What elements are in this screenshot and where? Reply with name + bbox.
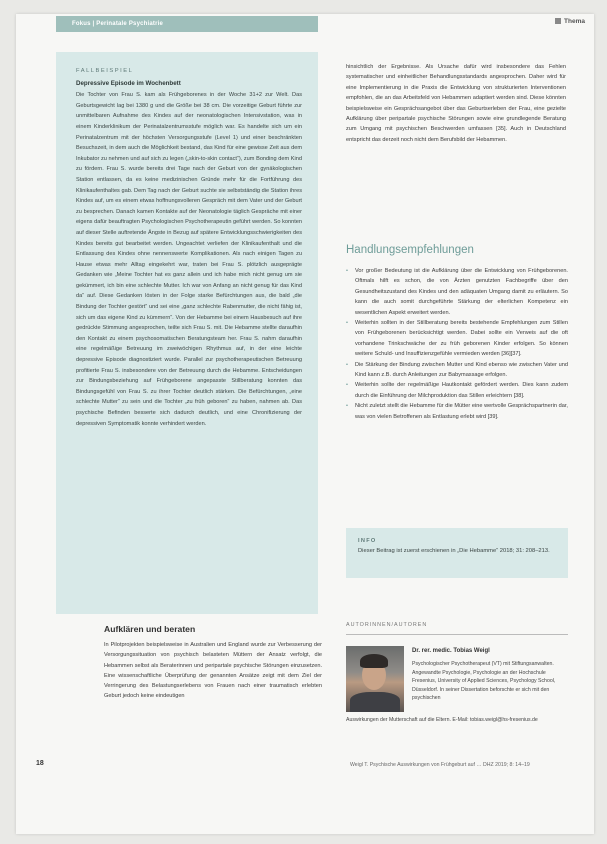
- author-bio: Psychologischer Psychotherapeut (VT) mit Stiftungsanwalten. Angewandte Psychologie, Psychologie an der Hochschule Fresenius, University of Applied Sciences, Psychology School, Düsseldorf. In seiner Dissertation beforschte er sich mit den psychischen: [412, 661, 556, 702]
- list-item: • Weiterhin sollte der regelmäßige Hautkontakt gefördert werden. Dies kann zudem durch die Einführung der Milchproduktion das Stillen erleichtern [38].: [346, 380, 568, 401]
- recommendations-list: [346, 266, 568, 422]
- square-icon: [555, 18, 561, 24]
- authors-label: AUTORINNEN/AUTOREN: [346, 622, 428, 628]
- divider: [346, 634, 568, 635]
- author-name: Dr. rer. medic. Tobias Weigl: [412, 648, 490, 654]
- footer-citation: Weigl T. Psychische Auswirkungen von Frühgeburt auf … DHZ 2019; 8: 14–19: [350, 762, 530, 768]
- list-item: • Vor großer Bedeutung ist die Aufklärung über die Entwicklung von Frühgeborenen. Oftmals hilft es schon, die von Ärzten genutzten Fachbegriffe über den Gesundheitszustand des Kindes und den adäquaten Umgang damit zu erläutern. So kann die auch somit durchgeführte Stärkung der elterlichen Kompetenz ein wesentlichen Aspekt erweitert werden.: [346, 266, 568, 318]
- author-photo: [346, 646, 404, 712]
- list-item: • Die Stärkung der Bindung zwischen Mutter und Kind ebenso wie zwischen Vater und Kind kann z.B. durch Anleitungen zur Babymassage erfolgen.: [346, 360, 568, 381]
- left-section: [104, 624, 322, 701]
- list-item: • Nicht zuletzt stellt die Hebamme für die Mütter eine wertvolle Gesprächspartnerin dar, was von vielen Betroffenen als Entlastung erlebt wird [39].: [346, 401, 568, 422]
- recommendations-heading: Handlungsempfehlungen: [346, 244, 474, 256]
- photo-shirt: [350, 692, 400, 712]
- info-text: Dieser Beitrag ist zuerst erschienen in „Die Hebamme“ 2018; 31: 208–213.: [358, 548, 550, 554]
- info-title: INFO: [358, 538, 377, 544]
- page-number: 18: [36, 760, 44, 767]
- author-bio-continued: Auswirkungen der Mutterschaft auf die Eltern. E-Mail: tobias.weigl@hs-fresenius.de: [346, 717, 538, 723]
- right-intro: [346, 62, 566, 145]
- left-section-body: In Pilotprojekten beispielsweise in Australien und England wurde zur Verbesserung der Versorgungssituation von psychisch belasteten Müttern der Ansatz verfolgt, die Hebammen selbst als Beraterinnen und peripartale psychische Störungen einzusetzen. Eine wissenschaftliche Überprüfung der genannten Ansätze zeigt mit dem Ziel der Verringerung des Belastungserlebens von Frauen nach einer traumatisch erlebten Geburt jedoch keine eindeutigen: [104, 642, 322, 700]
- left-section-heading: Aufklären und beraten: [104, 624, 196, 634]
- case-heading: Depressive Episode im Wochenbett: [76, 79, 181, 87]
- section-header-bar: Fokus | Perinatale Psychiatrie: [56, 16, 318, 32]
- case-study-box: [56, 52, 318, 614]
- photo-hair: [360, 654, 388, 668]
- list-item: • Weiterhin sollten in der Stillberatung bereits bestehende Empfehlungen zum Stillen von Frühgeborenen berücksichtigt werden. Dabei sollte ein Verweis auf die oft vorhandene Trinkschwäche der zu früh geborenen Kinder erfolgen. So können weitere Schuld- und Insuffizienzgefühle vermieden werden [36][37].: [346, 318, 568, 360]
- info-box: [346, 528, 568, 578]
- thema-label: [555, 18, 585, 25]
- right-intro-text: hinsichtlich der Ergebnisse. Als Ursache dafür wird insbesondere das Fehlen systematischer und einheitlicher Behandlungsstandards angesprochen. Daher wird für eine Implementierung in die Praxis die Entwicklung von strukturierten Interventionen empfohlen, die an das Arbeitsfeld von Hebammen adaptiert werden sind. Diese könnten beispielsweise ein Gesprächsangebot über das Geburtserleben der Frau, eine gezielte Aufklärung über peripartale psychische Störungen sowie eine grundlegende Beratung zum Umgang mit psychischen Beschwerden umfassen [35]. Auch in Deutschland entspricht das derzeit noch nicht dem Berufsbild der Hebammen.: [346, 64, 566, 143]
- thema-text: Thema: [564, 18, 585, 25]
- case-label: FALLBEISPIEL: [76, 68, 134, 74]
- case-body: Die Tochter von Frau S. kam als Frühgeborenes in der Woche 31+2 zur Welt. Das Geburtsgewicht lag bei 1380 g und die Größe bei 38 cm. Die vorzeitige Geburt führte zur unmittelbaren Aufnahme des Kindes auf der neonatologischen Intensivstation, was in einem Kinderklinikum der Perinatalzentrumsstufe möglich war. Es handelte sich um ein Perinatalzentrum mit der höchsten Versorgungsstufe (Level 1) und einer beschränkten Besuchszeit, in dem auch die Möglichkeit bestand, das Kind für eine gewisse Zeit aus dem Inkubator zu nehmen und auf sich zu legen („skin-to-skin contact“), zum Bonding dem Kind zu fördern. Frau S. wurde bereits drei Tage nach der Geburt von der gynäkologischen Station entlassen, da es keine medizinischen Gründe mehr für die Fortführung des Klinikaufenthaltes gab. Dem Tag nach der Geburt suchte sie selbstständig die Station ihres Kindes auf, um es einem etwas hoffnungsvolleren Gespräch mit dem Vater und der Geburt zu besprechen. Danach kamen Kontakte auf der Neonatologie täglich Gespräche mit einer eigens dafür beauftragten Psychologischen Psychotherapeutin geführt werden. So konnten auf dieser Stelle auftretende Ängste in Bezug auf spätere Entwicklungsschwierigkeiten des Kindes bereits gut bearbeitet werden. Ungeachtet verliefen der Klinikaufenthalt und die Entlassung des Kindes ohne nennenswerte Komplikationen. Als nach einigen Tagen zu Hause etwas mehr Alltag eingekehrt war, traten bei Frau S. plötzlich ausgeprägte Gedanken wie „Meine Tochter hat es ganz allein und ich habe mich nicht genug um sie gekümmert, ich bin eine schlechte Mutter. Ich war von Anfang an nicht genug für das Kind da“ auf. Diese Gedanken lösten in der Folge starke Befürchtungen aus, die bald „die Bindung der Tochter gestört“ und sei eine „ganz schlechte Rabenmutter, die nicht fähig ist, sich um das eigene Kind zu kümmern“. Von der Hebamme bei einem Hausbesuch auf ihre gedrückte Stimmung angesprochen, teilte sich Frau S. mit. Die Hebamme stellte daraufhin den Kontakt zu einem psychosomatischen Beratungsteam her. Frau S. nahm daraufhin eine regelmäßige Betreuung im zweiwöchigen Rhythmus auf, in der eine leichte depressive Episode diagnostiziert wurde. Parallel zur psychotherapeutischen Betreuung profitierte Frau S. insbesondere von der Betreuung durch die Hebamme. Entscheidungen zur Bindungsbeziehung auf Frühgeborene angepasste Stillberatung konnten das Bindungsgefühl von Frau S. zu ihrer Tochter deutlich stärken. Die Befürchtungen, „eine schlechte Mutter“ zu sein und die Tochter „zu früh geboren“ zu haben, nahmen ab. Das psychische Befinden besserte sich dadurch deutlich, und eine Chronifizierung der depressiven Symptomatik konnte verhindert werden.: [76, 92, 302, 427]
